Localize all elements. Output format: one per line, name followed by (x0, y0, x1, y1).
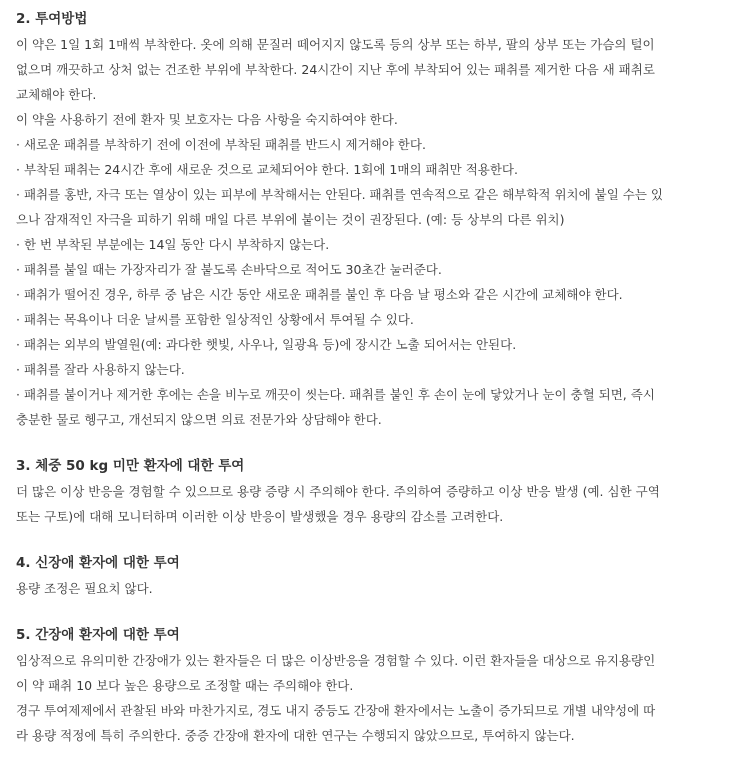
bullet-line: · 패취는 외부의 발열원(예: 과다한 햇빛, 사우나, 일광욕 등)에 장시간 노출 되어서는 안된다. (16, 337, 517, 352)
text-line: 교체해야 한다. (16, 87, 97, 102)
section-renal-impairment (16, 551, 726, 601)
bullet-line: 충분한 물로 헹구고, 개선되지 않으면 의료 전문가와 상담해야 한다. (16, 412, 382, 427)
bullet-line: · 한 번 부착된 부분에는 14일 동안 다시 부착하지 않는다. (16, 237, 330, 252)
section-gap (16, 529, 726, 551)
text-line: 라 용량 적정에 특히 주의한다. 중증 간장애 환자에 대한 연구는 수행되지 않았으므로, 투여하지 않는다. (16, 728, 575, 743)
text-line: 용량 조정은 필요치 않다. (16, 581, 153, 596)
text-line: 임상적으로 유의미한 간장애가 있는 환자들은 더 많은 이상반응을 경험할 수 있다. 이런 환자들을 대상으로 유지용량인 (16, 653, 656, 668)
bullet-line: · 새로운 패취를 부착하기 전에 이전에 부착된 패취를 반드시 제거해야 한다. (16, 137, 426, 152)
bullet-line: 으나 잠재적인 자극을 피하기 위해 매일 다른 부위에 붙이는 것이 권장된다. (예: 등 상부의 다른 위치) (16, 212, 565, 227)
text-line: 또는 구토)에 대해 모니터하며 이러한 이상 반응이 발생했을 경우 용량의 감소를 고려한다. (16, 509, 504, 524)
section-gap (16, 432, 726, 454)
text-line: 이 약 패취 10 보다 높은 용량으로 조정할 때는 주의해야 한다. (16, 678, 354, 693)
text-line: 더 많은 이상 반응을 경험할 수 있으므로 용량 증량 시 주의해야 한다. 주의하여 증량하고 이상 반응 발생 (예. 심한 구역 (16, 484, 660, 499)
section-dosage (16, 7, 726, 432)
bullet-line: · 패취를 붙이거나 제거한 후에는 손을 비누로 깨끗이 씻는다. 패취를 붙인 후 손이 눈에 닿았거나 눈이 충혈 되면, 즉시 (16, 387, 655, 402)
bullet-line: · 패취를 잘라 사용하지 않는다. (16, 362, 185, 377)
section-title: 2. 투여방법 (16, 11, 88, 27)
section-gap (16, 601, 726, 623)
section-under-50kg (16, 454, 726, 529)
bullet-line: · 패취가 떨어진 경우, 하루 중 남은 시간 동안 새로운 패취를 붙인 후 다음 날 평소와 같은 시간에 교체해야 한다. (16, 287, 623, 302)
bullet-line: · 패취를 홍반, 자극 또는 열상이 있는 피부에 부착해서는 안된다. 패취를 연속적으로 같은 해부학적 위치에 붙일 수는 있 (16, 187, 663, 202)
section-hepatic-impairment (16, 623, 726, 748)
bullet-line: · 패취는 목욕이나 더운 날씨를 포함한 일상적인 상황에서 투여될 수 있다. (16, 312, 414, 327)
section-title: 5. 간장애 환자에 대한 투여 (16, 627, 180, 643)
text-line: 이 약은 1일 1회 1매씩 부착한다. 옷에 의해 문질러 떼어지지 않도록 등의 상부 또는 하부, 팔의 상부 또는 가슴의 털이 (16, 37, 655, 52)
bullet-line: · 패취를 붙일 때는 가장자리가 잘 붙도록 손바닥으로 적어도 30초간 눌러준다. (16, 262, 442, 277)
text-line: 경구 투여제제에서 관찰된 바와 마찬가지로, 경도 내지 중등도 간장애 환자에서는 노출이 증가되므로 개별 내약성에 따 (16, 703, 656, 718)
bullet-line: · 부착된 패취는 24시간 후에 새로운 것으로 교체되어야 한다. 1회에 1매의 패취만 적용한다. (16, 162, 518, 177)
section-title: 3. 체중 50 kg 미만 환자에 대한 투여 (16, 458, 245, 474)
text-line: 없으며 깨끗하고 상처 없는 건조한 부위에 부착한다. 24시간이 지난 후에 부착되어 있는 패취를 제거한 다음 새 패취로 (16, 62, 655, 77)
text-line: 이 약을 사용하기 전에 환자 및 보호자는 다음 사항을 숙지하여야 한다. (16, 112, 398, 127)
section-title: 4. 신장애 환자에 대한 투여 (16, 555, 180, 571)
